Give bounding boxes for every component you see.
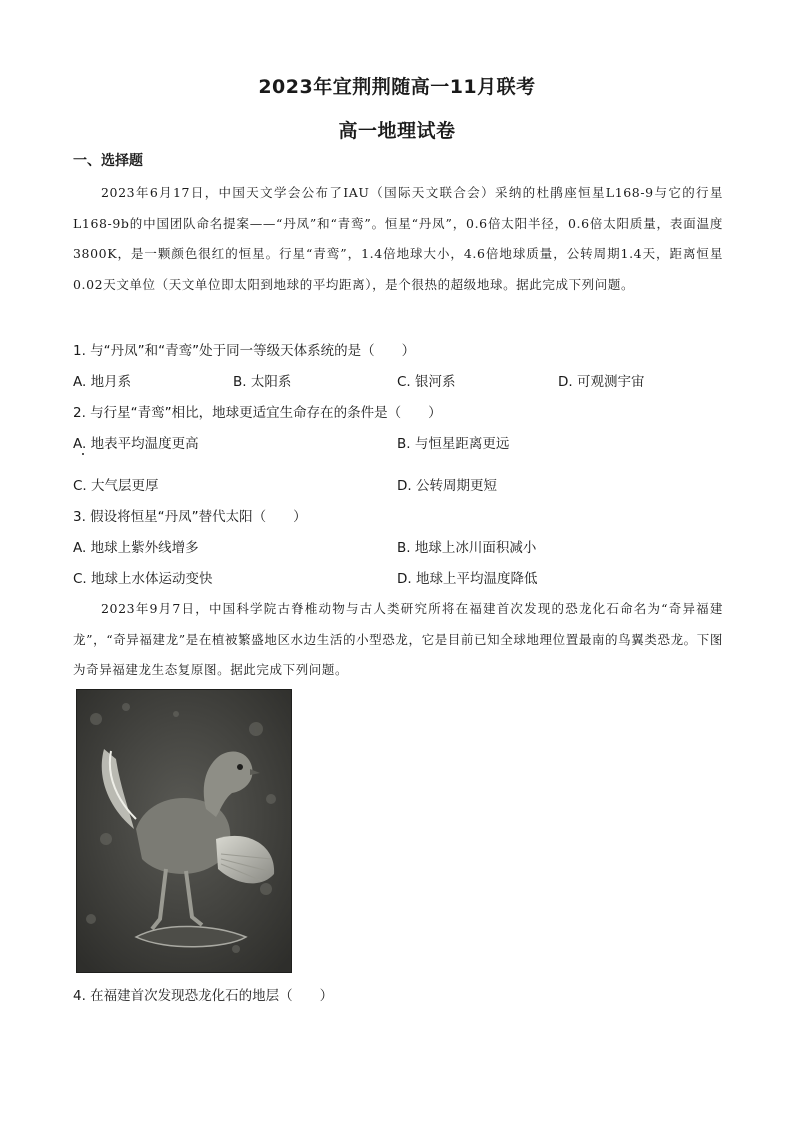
exam-subtitle: 高一地理试卷 <box>338 120 456 142</box>
dinosaur-reconstruction-image <box>76 689 292 973</box>
question-3-option-a: A. 地球上紫外线增多 <box>73 540 199 556</box>
scan-speck <box>82 453 84 455</box>
question-2-stem: 2. 与行星“青鸾”相比，地球更适宜生命存在的条件是（ ） <box>73 405 442 421</box>
question-1-option-a: A. 地月系 <box>73 374 132 390</box>
section-heading: 一、选择题 <box>73 153 143 169</box>
question-1-stem: 1. 与“丹凤”和“青鸾”处于同一等级天体系统的是（ ） <box>73 343 416 359</box>
question-1-option-b: B. 太阳系 <box>233 374 292 390</box>
question-2-option-b: B. 与恒星距离更远 <box>397 436 510 452</box>
question-3-option-d: D. 地球上平均温度降低 <box>397 571 538 587</box>
question-1-option-d: D. 可观测宇宙 <box>558 374 645 390</box>
question-2-option-a: A. 地表平均温度更高 <box>73 436 199 452</box>
exam-title: 2023年宜荆荆随高一11月联考 <box>258 76 536 98</box>
question-3-stem: 3. 假设将恒星“丹凤”替代太阳（ ） <box>73 509 307 525</box>
question-3-option-b: B. 地球上冰川面积减小 <box>397 540 537 556</box>
question-1-option-c: C. 银河系 <box>397 374 456 390</box>
passage-2: 2023年9月7日，中国科学院古脊椎动物与古人类研究所将在福建首次发现的恐龙化石命名为“奇异福建龙”，“奇异福建龙”是在植被繁盛地区水边生活的小型恐龙，它是目前已知全球地理位置最南的鸟翼类恐龙。下图为奇异福建龙生态复原图。据此完成下列问题。 <box>73 601 723 677</box>
question-2-option-c: C. 大气层更厚 <box>73 478 159 494</box>
question-3-option-c: C. 地球上水体运动变快 <box>73 571 213 587</box>
passage-1: 2023年6月17日，中国天文学会公布了IAU（国际天文联合会）采纳的杜鹃座恒星L168-9与它的行星L168-9b的中国团队命名提案——“丹凤”和“青鸾”。恒星“丹凤”，0.6倍太阳半径，0.6倍太阳质量，表面温度3800K，是一颗颜色很红的恒星。行星“青鸾”，1.4倍地球大小，4.6倍地球质量，公转周期1.4天，距离恒星0.02天文单位（天文单位即太阳到地球的平均距离），是个很热的超级地球。据此完成下列问题。 <box>73 185 723 292</box>
question-2-option-d: D. 公转周期更短 <box>397 478 497 494</box>
question-4-stem: 4. 在福建首次发现恐龙化石的地层（ ） <box>73 988 334 1004</box>
